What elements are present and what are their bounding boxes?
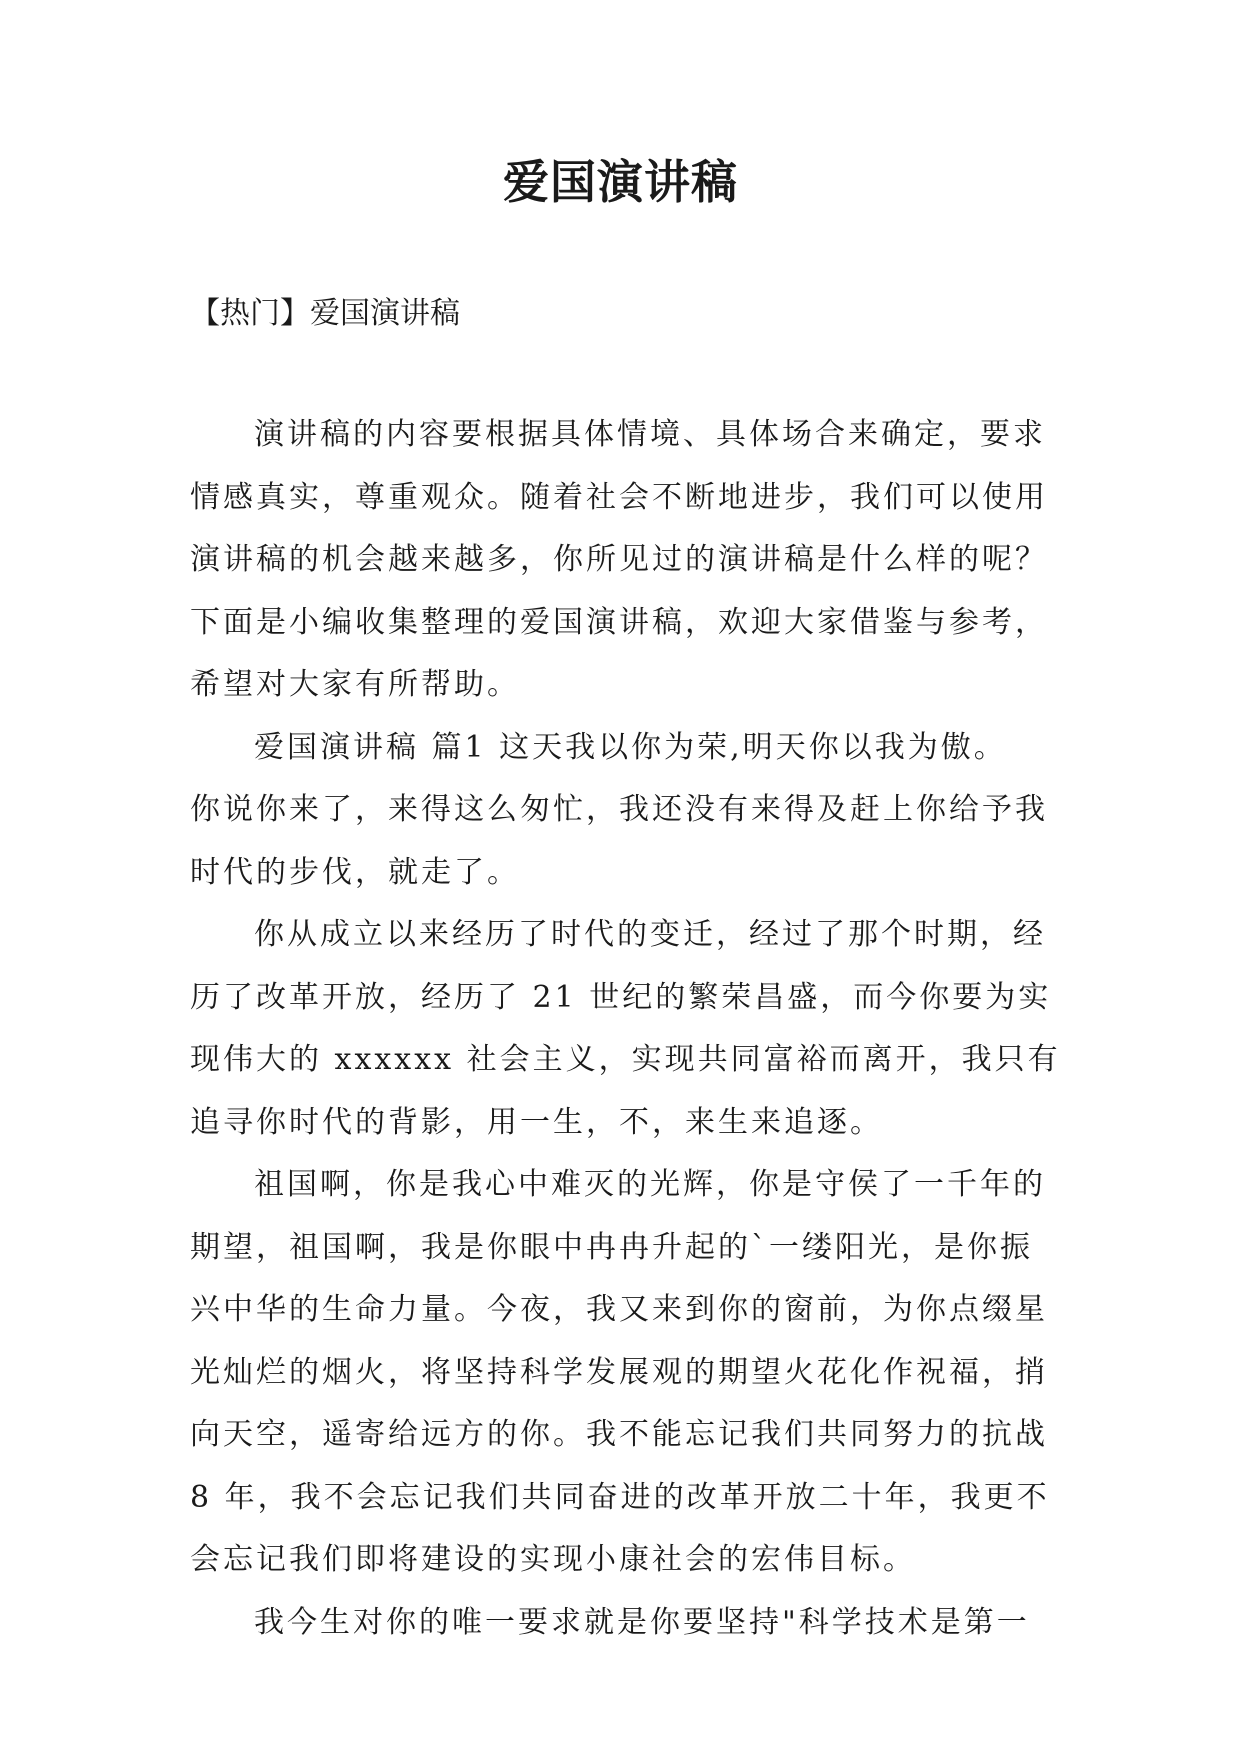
paragraph-line: 祖国啊，你是我心中难灭的光辉，你是守侯了一千年的: [254, 1167, 1046, 1202]
paragraph-line: 兴中华的生命力量。今夜，我又来到你的窗前，为你点缀星: [190, 1292, 1048, 1327]
paragraph-line: 8 年，我不会忘记我们共同奋进的改革开放二十年，我更不: [190, 1479, 1050, 1515]
paragraph-line: 历了改革开放，经历了 21 世纪的繁荣昌盛，而今你要为实: [190, 979, 1052, 1015]
paragraph-line: 现伟大的 xxxxxx 社会主义，实现共同富裕而离开，我只有: [190, 1042, 1061, 1077]
paragraph-line: 我今生对你的唯一要求就是你要坚持"科学技术是第一: [254, 1604, 1030, 1640]
paragraph-line: 你说你来了，来得这么匆忙，我还没有来得及赶上你给予我: [190, 792, 1048, 827]
document-title: 爱国演讲稿: [503, 155, 738, 209]
paragraph-motherland: [190, 1154, 1058, 1592]
paragraph-line: 情感真实，尊重观众。随着社会不断地进步，我们可以使用: [190, 479, 1048, 515]
paragraph-intro: [190, 404, 1058, 717]
paragraph-line: 演讲稿的机会越来越多，你所见过的演讲稿是什么样的呢？: [190, 542, 1048, 577]
paragraph-line: 追寻你时代的背影，用一生，不，来生来追逐。: [190, 1104, 883, 1140]
paragraph-section-1: [190, 717, 1058, 905]
paragraph-line: 期望，祖国啊，我是你眼中冉冉升起的`一缕阳光，是你振: [190, 1229, 1033, 1265]
document-subtitle: 【热门】爱国演讲稿: [190, 296, 460, 331]
paragraph-line: 希望对大家有所帮助。: [190, 667, 520, 702]
paragraph-line: 爱国演讲稿 篇1 这天我以你为荣,明天你以我为傲。: [254, 729, 1007, 765]
document-body: [190, 404, 1061, 1654]
paragraph-line: 下面是小编收集整理的爱国演讲稿，欢迎大家借鉴与参考，: [190, 604, 1048, 640]
paragraph-line: 时代的步伐，就走了。: [190, 854, 520, 890]
paragraph-request: [190, 1592, 1058, 1655]
paragraph-line: 你从成立以来经历了时代的变迁，经过了那个时期，经: [254, 917, 1046, 952]
paragraph-line: 光灿烂的烟火，将坚持科学发展观的期望火花化作祝福，捎: [190, 1354, 1048, 1390]
paragraph-line: 向天空，遥寄给远方的你。我不能忘记我们共同努力的抗战: [190, 1417, 1048, 1452]
paragraph-line: 会忘记我们即将建设的实现小康社会的宏伟目标。: [190, 1542, 916, 1577]
paragraph-line: 演讲稿的内容要根据具体情境、具体场合来确定，要求: [254, 417, 1046, 452]
paragraph-history: [190, 904, 1061, 1154]
